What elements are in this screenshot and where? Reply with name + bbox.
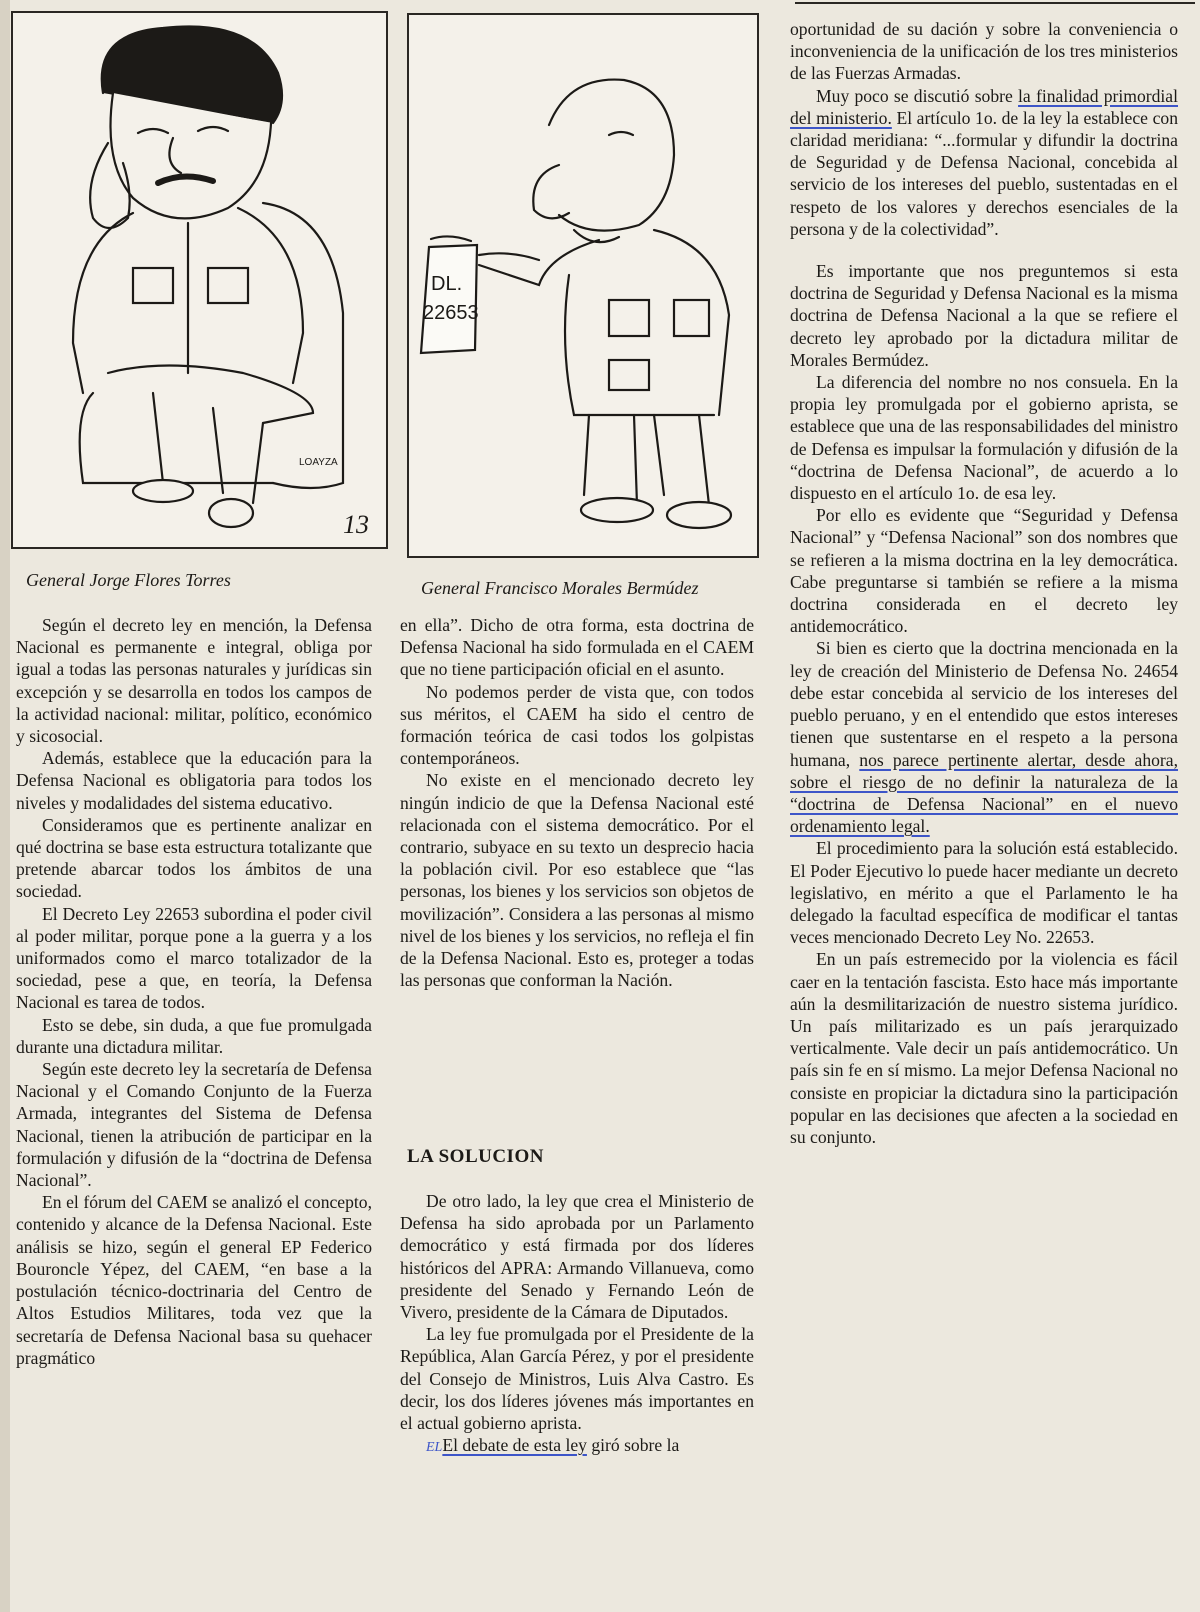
- cartoon-morales-bermudez: [407, 13, 759, 558]
- paragraph: El Decreto Ley 22653 subordina el poder civil al poder militar, porque pone a la guerra y a los uniformados como el marco totalizador de la sociedad, pese a que, en teoría, la Defensa Nacional es tarea de todos.: [16, 903, 372, 1013]
- text: giró sobre la: [586, 1435, 680, 1456]
- decree-sign-line1: DL.: [431, 273, 463, 295]
- caricature-standing-general-illustration: [409, 15, 757, 556]
- caption-morales-bermudez: General Francisco Morales Bermúdez: [421, 578, 699, 598]
- paragraph: Según el decreto ley en mención, la Defensa Nacional es permanente e integral, obliga por igual a todas las personas naturales y jurídicas sin excepción y se desarrolla en todos los campos de la actividad nacional: militar, político, económico y sicosocial.: [16, 615, 372, 747]
- underlined-text: la finalidad primordial del ministerio.: [790, 85, 1178, 128]
- text: Muy poco se discutió sobre: [816, 85, 1019, 106]
- article-column-1: [16, 614, 372, 1369]
- paragraph: Consideramos que es pertinente analizar en qué doctrina se base esta estructura totalizante que pretende abarcar todos los ámbitos de una sociedad.: [16, 814, 372, 902]
- handwritten-note: EL: [426, 1440, 443, 1456]
- text: Si bien es cierto que la doctrina mencionada en la ley de creación del Ministerio de Defensa No. 24654 debe estar concebida al servicio de los intereses del pueblo peruano, y en el entendido que estos intereses tienen que sustentarse en el respeto a la persona humana,: [790, 638, 1178, 770]
- paragraph: oportunidad de su dación y sobre la conveniencia o inconveniencia de la unificación de los tres ministerios de las Fuerzas Armadas.: [790, 19, 1178, 84]
- decree-sign-line2: 22653: [423, 302, 479, 324]
- article-column-3: [790, 18, 1178, 1148]
- paragraph-underlined: [790, 85, 1178, 240]
- paragraph-underlined: [400, 1434, 754, 1459]
- underlined-text: El debate de esta ley: [442, 1435, 587, 1456]
- artist-signature: LOAYZA: [299, 457, 338, 468]
- paragraph: El procedimiento para la solución está establecido. El Poder Ejecutivo lo puede hacer mediante un decreto legislativo, en mérito a que el Parlamento le ha delegado la facultad específica de modificar el tantas veces mencionado Decreto Ley No. 22653.: [790, 838, 1178, 948]
- paragraph: Por ello es evidente que “Seguridad y Defensa Nacional” y “Defensa Nacional” son dos nombres que se refieren a la misma doctrina en la ley democrática. Cabe preguntarse si también se refiere a la misma doctrina considerada en el decreto ley antidemocrático.: [790, 505, 1178, 637]
- paragraph: La ley fue promulgada por el Presidente de la República, Alan García Pérez, y por el presidente del Consejo de Ministros, Luis Alva Castro. Es decir, los dos líderes jóvenes más importantes en el actual gobierno aprista.: [400, 1324, 754, 1434]
- article-column-2: [400, 614, 754, 991]
- paragraph: Es importante que nos preguntemos si esta doctrina de Seguridad y Defensa Nacional es la misma doctrina de Defensa Nacional a la que se refiere el decreto ley aprobado por la dictadura militar de Morales Bermúdez.: [790, 261, 1178, 370]
- section-heading: LA SOLUCION: [407, 1146, 544, 1167]
- cartoon-flores-torres: [11, 11, 388, 549]
- paragraph: Además, establece que la educación para la Defensa Nacional es obligatoria para todos los niveles y modalidades del sistema educativo.: [16, 748, 372, 813]
- paragraph: Esto se debe, sin duda, a que fue promulgada durante una dictadura militar.: [16, 1014, 372, 1057]
- paragraph: No existe en el mencionado decreto ley ningún indicio de que la Defensa Nacional esté relacionada con el sistema democrático. Por el contrario, subyace en su texto un desprecio hacia la población civil. Por eso establece que “las personas, los bienes y los servicios son objetos de movilización”. Considera a las personas al mismo nivel de los bienes y los servicios, no refleja el fin de la Defensa Nacional. Esto es, proteger a todas las personas que conforman la Nación.: [400, 770, 754, 991]
- paragraph: En un país estremecido por la violencia es fácil caer en la tentación fascista. Esto hace más importante aún la desmilitarización de nuestro sistema jurídico. Un país militarizado es un país jerarquizado verticalmente. Vale decir un país antidemocrático. Un país sin fe en sí mismo. La mejor Defensa Nacional no consiste en propiciar la dictadura sino la participación popular en las decisiones que afecten a la sociedad en su conjunto.: [790, 949, 1178, 1147]
- paragraph: No podemos perder de vista que, con todos sus méritos, el CAEM ha sido el centro de formación teórica de casi todos los golpistas contemporáneos.: [400, 681, 754, 769]
- paragraph: En el fórum del CAEM se analizó el concepto, contenido y alcance de la Defensa Nacional. Este análisis se hizo, según el general EP Federico Bouroncle Yépez, del CAEM, “en base a la postulación técnico-doctrinaria del Centro de Altos Estudios Militares, toda vez que la secretaría de Defensa Nacional basa su quehacer pragmático: [16, 1192, 372, 1368]
- page-number-mark: 13: [343, 510, 369, 539]
- caption-flores-torres: General Jorge Flores Torres: [26, 570, 231, 590]
- paragraph: en ella”. Dicho de otra forma, esta doctrina de Defensa Nacional ha sido formulada en el CAEM que no tiene participación oficial en el asunto.: [400, 615, 754, 680]
- text: El artículo 1o. de la ley la establece con claridad meridiana: “...formular y difundir la doctrina de Seguridad y de Defensa Nacional, concebida al servicio de los intereses del pueblo, sustentadas en el respeto de los valores y derechos esenciales de la persona y de la colectividad”.: [790, 107, 1178, 239]
- page-edge: [0, 0, 10, 1612]
- caricature-seated-general-illustration: [13, 13, 386, 547]
- paragraph: Según este decreto ley la secretaría de Defensa Nacional y el Comando Conjunto de la Fuerza Armada, integrantes del Sistema de Defensa Nacional, tienen la atribución de participar en la formulación y difusión de la “doctrina de Defensa Nacional”.: [16, 1059, 372, 1191]
- paragraph-underlined: [790, 637, 1178, 837]
- paragraph: De otro lado, la ley que crea el Ministerio de Defensa ha sido aprobada por un Parlamento democrático y está firmada por dos líderes históricos del APRA: Armando Villanueva, como presidente del Senado y Fernando León de Vivero, presidente de la Cámara de Diputados.: [400, 1191, 754, 1323]
- underlined-text: nos parece pertinente alertar, desde ahora, sobre el riesgo de no definir la naturaleza de la “doctrina de Defensa Nacional” en el nuevo ordenamiento legal.: [790, 749, 1178, 837]
- article-column-2-continued: [400, 1190, 754, 1459]
- paragraph: La diferencia del nombre no nos consuela. En la propia ley promulgada por el gobierno aprista, se establece que una de las responsabilidades del ministro de Defensa es impulsar la formulación y difusión de la “doctrina de Defensa Nacional”, de acuerdo a lo dispuesto en el artículo 1o. de esa ley.: [790, 372, 1178, 504]
- top-rule: [795, 2, 1195, 4]
